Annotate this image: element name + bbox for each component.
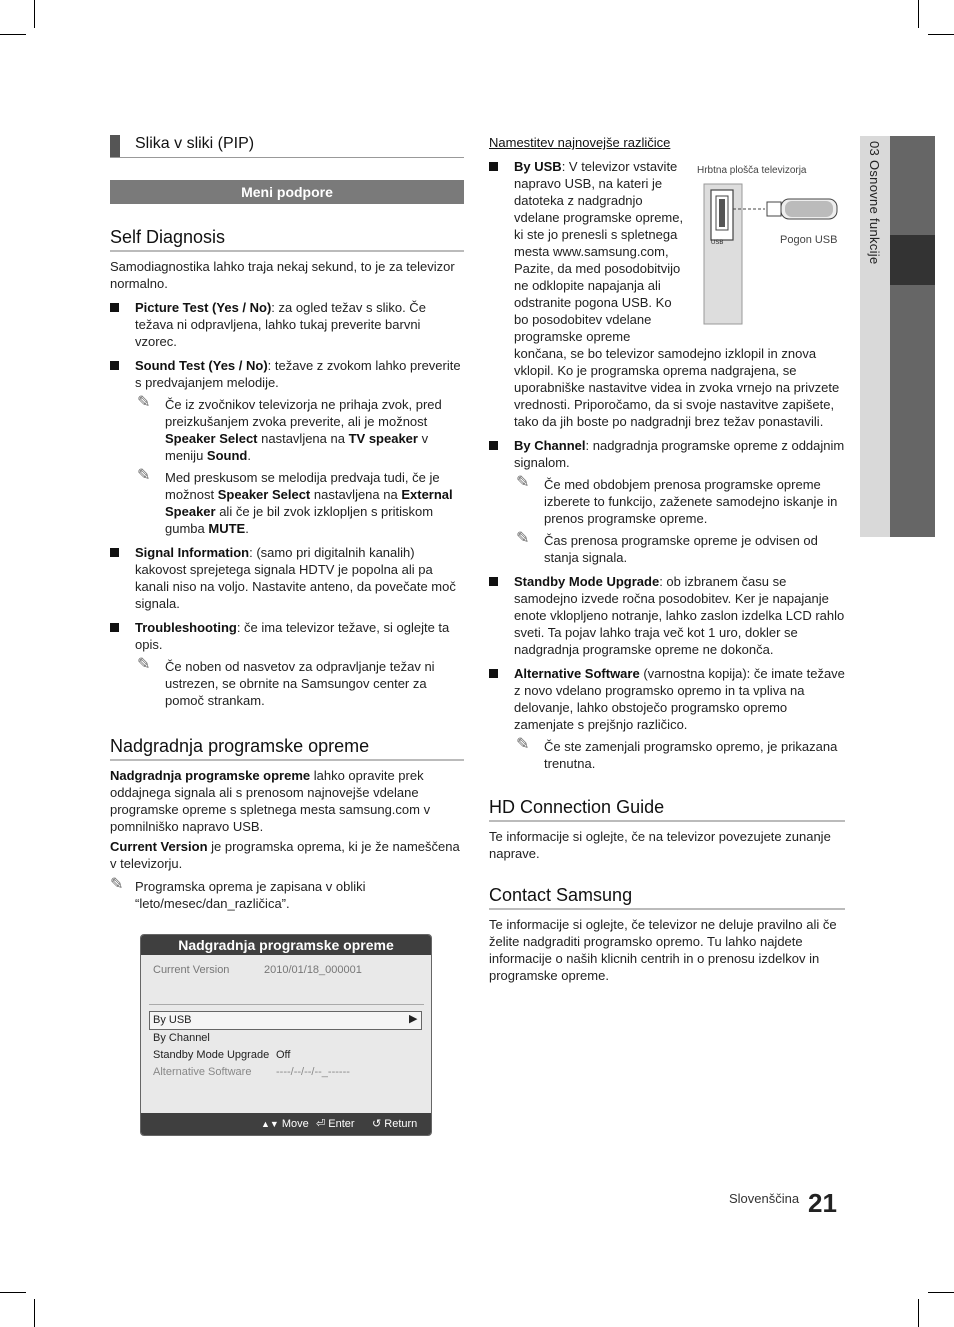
bullet-square-icon — [489, 162, 498, 171]
left-column — [110, 134, 464, 1136]
list-item-alternative-software: Alternative Software (varnostna kopija): če imate težave z novo vdelano programsko opremo in ta vpliva na delovanje, lahko obstoječo programsko opremo zamenjate s prejšnjo različico. ✎ Če ste zamenjali programsko opremo, je prikazana trenutna. — [489, 665, 845, 772]
osd-menu — [140, 934, 432, 1136]
pencil-note-icon: ✎ — [516, 736, 530, 753]
bullet-square-icon — [489, 441, 498, 450]
crop-mark — [34, 1299, 35, 1327]
note: ✎ Če ste zamenjali programsko opremo, je prikazana trenutna. — [516, 736, 838, 771]
crop-mark — [928, 1292, 954, 1293]
usb-text-start: : V televizor vstavite napravo USB, na kateri je datoteka z nadgradnjo vdelane programske opreme, ki ste jo prenesli s spletnega mesta www.samsung.com, Pazite, da med posodobitvijo ne odklopite napajanja ali odstranite pogona USB. Ko bo posodobitev vdelane programske opreme — [514, 159, 684, 344]
hd-connection-guide-heading: HD Connection Guide — [489, 796, 845, 822]
bullet-square-icon — [110, 623, 119, 632]
bullet-square-icon — [489, 577, 498, 586]
osd-item-standby-mode-upgrade[interactable]: Standby Mode Upgrade — [153, 1049, 270, 1061]
usb-figure — [695, 158, 845, 328]
list-item-sound-test: Sound Test (Yes / No): težave z zvokom lahko preverite s predvajanjem melodije. ✎ Če iz zvočnikov televizorja ne prihaja zvok, pred preizkušanjem zvoka preverite, ali je možnost Speaker Select nastavljena na TV speaker v meniju Sound. ✎ Med preskusom se melodija predvaja tudi, če je možnost Speaker Select nastavljena na External Speaker ali če je bil zvok izklopljen s pritiskom gumba MUTE. — [110, 357, 464, 537]
pencil-note-icon: ✎ — [516, 474, 530, 491]
note: ✎ Čas prenosa programske opreme je odvisen od stanja signala. — [516, 530, 818, 565]
osd-return-hint: ↺ Return — [372, 1118, 418, 1130]
osd-divider — [149, 1004, 424, 1005]
bullet-square-icon — [110, 303, 119, 312]
list-item-troubleshooting: Troubleshooting: če ima televizor težave, si oglejte ta opis. ✎ Če noben od nasvetov za odpravljanje težav ni ustrezen, se obrnite na Samsungov center za pomoč strankam. — [110, 619, 464, 709]
chapter-side-tab — [860, 136, 935, 537]
side-tab-dark-band — [890, 136, 935, 537]
bullet-square-icon — [489, 669, 498, 678]
crop-mark — [0, 1292, 26, 1293]
current-version-paragraph: Current Version je programska oprema, ki je že nameščena v televizorju. — [110, 839, 460, 871]
return-icon: ↺ — [372, 1118, 382, 1130]
crop-mark — [0, 34, 26, 35]
usb-text-continued: končana, se bo televizor samodejno izklopil in znova vklopil. Ko je programska oprema nadgrajena, se uporabniške nastavitve videa in zvoka vrnejo na privzete vrednosti. Priporočamo, da si svoje nastavitve zapišete, tako da jih boste po nadgradnji brez težav ponastavili. — [514, 346, 840, 429]
up-down-arrow-icon: ▲▼ — [261, 1119, 279, 1129]
osd-current-version-label: Current Version — [153, 964, 230, 976]
self-diagnosis-heading: Self Diagnosis — [110, 226, 464, 252]
pencil-note-icon: ✎ — [516, 530, 530, 547]
list-item-picture-test: Picture Test (Yes / No): za ogled težav s sliko. Če težava ni odpravljena, lahko tukaj preverite barvni vzorec. — [110, 299, 464, 350]
triangle-right-icon: ▶ — [409, 1013, 418, 1025]
list-item-by-channel: By Channel: nadgradnja programske opreme z oddajnim signalom. ✎ Če med obdobjem prenosa programske opreme izberete to funkcijo, zaženete samodejno iskanje in prenos programske opreme. ✎ Čas prenosa programske opreme je odvisen od stanja signala. — [489, 437, 845, 566]
list-item-by-usb: By USB: V televizor vstavite napravo USB, na kateri je datoteka z nadgradnjo vdelane programske opreme, ki ste jo prenesli s spletnega mesta www.samsung.com, Pazite, da med posodobitvijo ne odklopite napajanja ali odstranite pogona USB. Ko bo posodobitev vdelane programske opreme — [489, 158, 845, 345]
pencil-note-icon: ✎ — [137, 656, 151, 673]
osd-current-version-value: 2010/01/18_000001 — [264, 964, 362, 976]
footer-language: Slovenščina — [729, 1191, 800, 1206]
crop-mark — [928, 34, 954, 35]
enter-icon: ⏎ — [316, 1118, 326, 1130]
section-title: Slika v sliki (PIP) — [110, 134, 464, 158]
osd-move-hint: ▲▼ Move — [261, 1118, 309, 1130]
crop-mark — [34, 0, 35, 28]
osd-footer — [141, 1113, 431, 1135]
install-subtitle: Namestitev najnovejše različice — [489, 135, 671, 150]
osd-standby-value: Off — [276, 1049, 291, 1061]
figure-label-rear-panel: Hrbtna plošča televizorja — [697, 165, 807, 176]
osd-alternative-value: ----/--/--/--_------ — [276, 1066, 350, 1078]
bullet-square-icon — [110, 361, 119, 370]
hd-connection-guide-text: Te informacije si oglejte, če na televizor povezujete zunanje naprave. — [489, 829, 831, 861]
note: ✎ Programska oprema je zapisana v obliki “leto/mesec/dan_različica”. — [110, 876, 366, 911]
figure-label-usb-drive: Pogon USB — [780, 234, 838, 246]
osd-item-by-channel[interactable]: By Channel — [153, 1032, 210, 1044]
note: ✎ Če noben od nasvetov za odpravljanje težav ni ustrezen, se obrnite na Samsungov center za pomoč strankam. — [137, 656, 435, 708]
contact-samsung-heading: Contact Samsung — [489, 884, 845, 910]
crop-mark — [918, 0, 919, 28]
upgrade-paragraph: Nadgradnja programske opreme lahko opravite prek oddajnega signala ali s prenosom najnovejše vdelane programske opreme s spletnega mesta samsung.com v pomnilniško napravo USB. — [110, 768, 431, 834]
bullet-square-icon — [110, 548, 119, 557]
pencil-note-icon: ✎ — [137, 394, 151, 411]
osd-header: Nadgradnja programske opreme — [141, 935, 431, 955]
note: ✎ Med preskusom se melodija predvaja tudi, če je možnost Speaker Select nastavljena na External Speaker ali če je bil zvok izklopljen s pritiskom gumba MUTE. — [137, 467, 453, 536]
usb-port-label: USB — [711, 240, 724, 246]
pencil-note-icon: ✎ — [137, 467, 151, 484]
upgrade-heading: Nadgradnja programske opreme — [110, 735, 464, 761]
pencil-note-icon: ✎ — [110, 876, 124, 893]
osd-item-by-usb[interactable]: By USB — [153, 1014, 192, 1026]
note: ✎ Če med obdobjem prenosa programske opreme izberete to funkcijo, zaženete samodejno iskanje in prenos programske opreme. — [516, 474, 838, 526]
osd-item-alternative-software[interactable]: Alternative Software — [153, 1066, 252, 1078]
osd-enter-hint: ⏎ Enter — [316, 1118, 355, 1130]
side-tab-marker — [890, 235, 935, 285]
contact-samsung-text: Te informacije si oglejte, če televizor ne deluje pravilno ali če želite nadgraditi programsko opremo. Tu lahko najdete informacije o naših klicnih centrih in o prenosu izdelkov in programske opreme. — [489, 917, 837, 983]
crop-mark — [918, 1299, 919, 1327]
menu-bar: Meni podpore — [110, 180, 464, 204]
self-diagnosis-intro: Samodiagnostika lahko traja nekaj sekund, to je za televizor normalno. — [110, 259, 455, 291]
chapter-label: 03 Osnovne funkcije — [867, 141, 882, 265]
list-item-signal-information: Signal Information: (samo pri digitalnih kanalih) kakovost sprejetega signala HDTV je popolna ali pa kanali niso na voljo. Nastavite anteno, da povečate moč signala. — [110, 544, 464, 612]
page-number: 21 — [808, 1188, 837, 1218]
note: ✎ Če iz zvočnikov televizorja ne prihaja zvok, pred preizkušanjem zvoka preverite, ali je možnost Speaker Select nastavljena na TV speaker v meniju Sound. — [137, 394, 442, 463]
list-item-standby-mode-upgrade: Standby Mode Upgrade: ob izbranem času se samodejno izvede ročna posodobitev. Ker je napajanje enote vklopljeno notranje, lahko zaslon izdelka LCD rahlo sveti. Ta pojav lahko traja več kot 1 uro, dokler se nadgradnja programske opreme ne dokonča. — [489, 573, 845, 658]
